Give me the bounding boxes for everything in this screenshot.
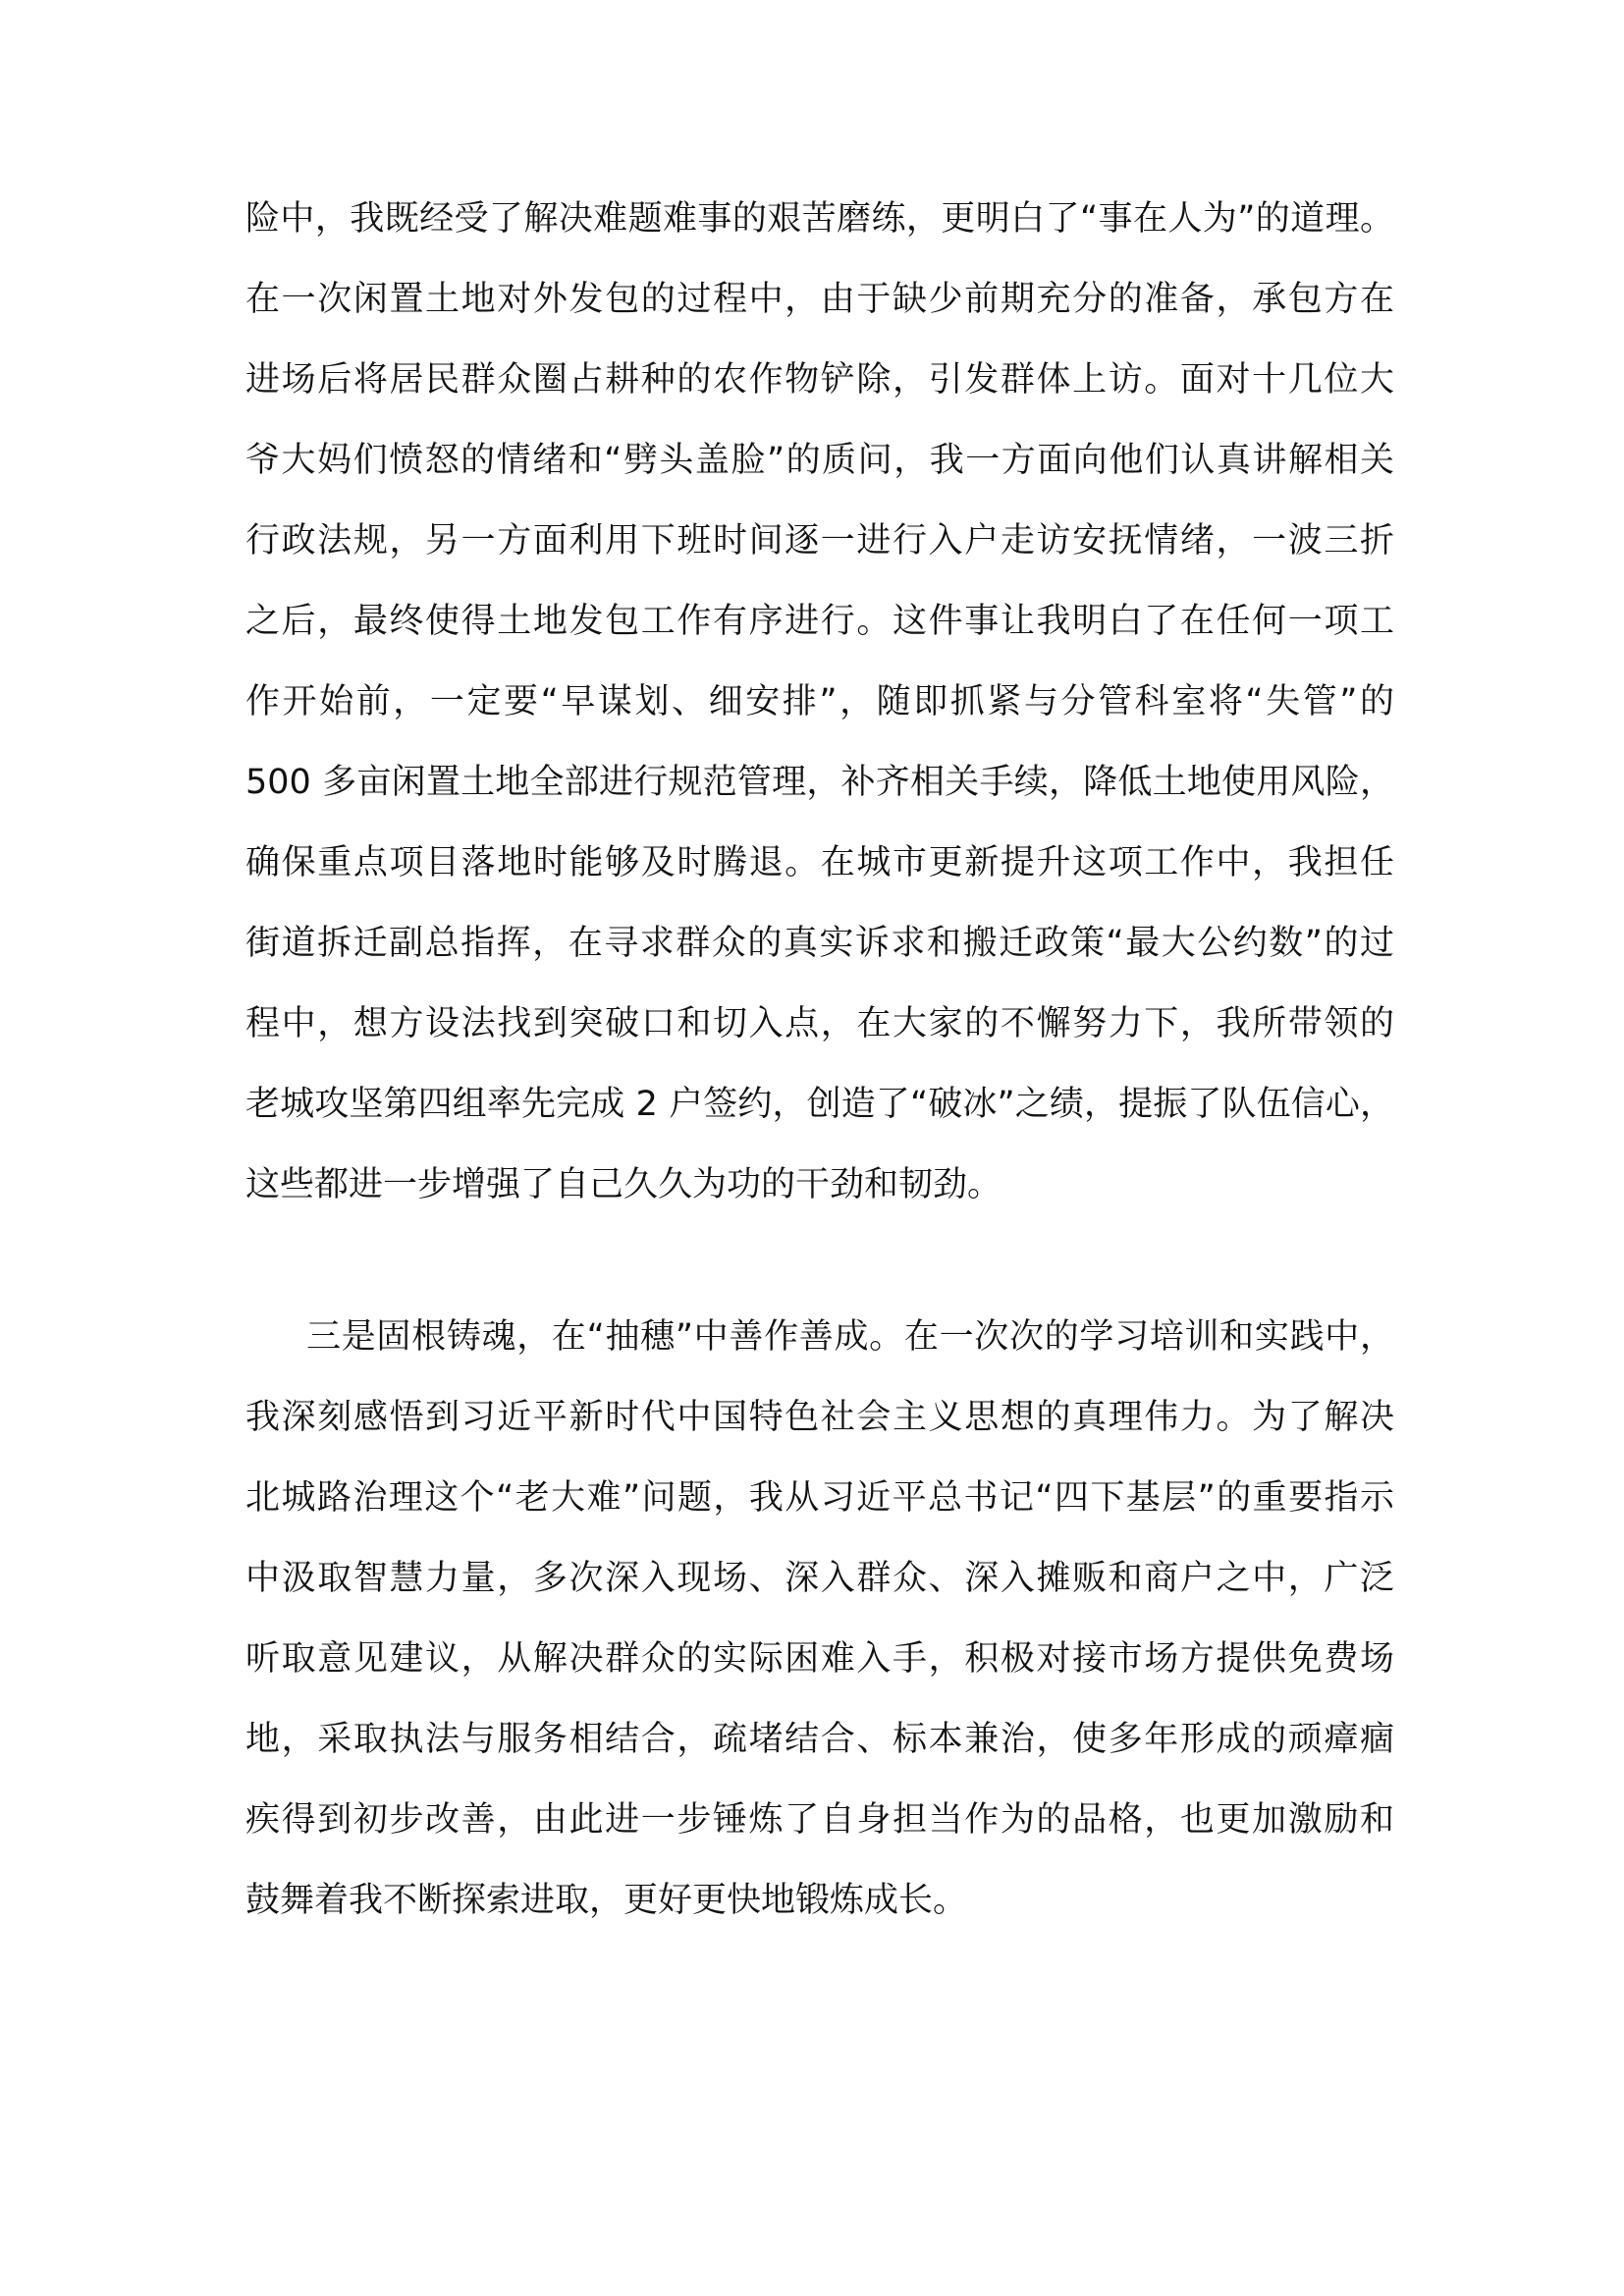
- text-line: 之后，最终使得土地发包工作有序进行。这件事让我明白了在任何一项工: [245, 602, 1394, 641]
- text-line: 地，采取执法与服务相结合，疏堵结合、标本兼治，使多年形成的顽瘴痼: [245, 1720, 1394, 1759]
- text-line: 确保重点项目落地时能够及时腾退。在城市更新提升这项工作中，我担任: [245, 843, 1394, 882]
- text-line: 进场后将居民群众圈占耕种的农作物铲除，引发群体上访。面对十几位大: [245, 360, 1394, 400]
- text-line: 我深刻感悟到习近平新时代中国特色社会主义思想的真理伟力。为了解决: [245, 1398, 1394, 1437]
- text-line: 三是固根铸魂，在“抽穗”中善作善成。在一次次的学习培训和实践中，: [306, 1317, 1394, 1357]
- text-line: 听取意见建议，从解决群众的实际困难入手，积极对接市场方提供免费场: [245, 1639, 1394, 1679]
- body-paragraph: [245, 1297, 1394, 1941]
- text-line: 险中，我既经受了解决难题难事的艰苦磨练，更明白了“事在人为”的道理。: [245, 199, 1394, 239]
- text-line: 500 多亩闲置土地全部进行规范管理，补齐相关手续，降低土地使用风险，: [245, 763, 1394, 802]
- body-paragraph: [245, 179, 1394, 1225]
- text-line: 爷大妈们愤怒的情绪和“劈头盖脸”的质问，我一方面向他们认真讲解相关: [245, 441, 1394, 480]
- text-line: 街道拆迁副总指挥，在寻求群众的真实诉求和搬迁政策“最大公约数”的过: [245, 924, 1394, 963]
- text-line: 在一次闲置土地对外发包的过程中，由于缺少前期充分的准备，承包方在: [245, 280, 1394, 319]
- text-line: 行政法规，另一方面利用下班时间逐一进行入户走访安抚情绪，一波三折: [245, 521, 1394, 561]
- text-line: 程中，想方设法找到突破口和切入点，在大家的不懈努力下，我所带领的: [245, 1004, 1394, 1043]
- text-line: 鼓舞着我不断探索进取，更好更快地锻炼成长。: [245, 1881, 968, 1920]
- text-line: 北城路治理这个“老大难”问题，我从习近平总书记“四下基层”的重要指示: [245, 1478, 1394, 1518]
- text-line: 老城攻坚第四组率先完成 2 户签约，创造了“破冰”之绩，提振了队伍信心，: [245, 1085, 1394, 1124]
- text-line: 中汲取智慧力量，多次深入现场、深入群众、深入摊贩和商户之中，广泛: [245, 1559, 1394, 1598]
- text-line: 作开始前，一定要“早谋划、细安排”，随即抓紧与分管科室将“失管”的: [245, 682, 1394, 721]
- text-line: 这些都进一步增强了自己久久为功的干劲和韧劲。: [245, 1165, 1002, 1204]
- text-line: 疾得到初步改善，由此进一步锤炼了自身担当作为的品格，也更加激励和: [245, 1800, 1394, 1840]
